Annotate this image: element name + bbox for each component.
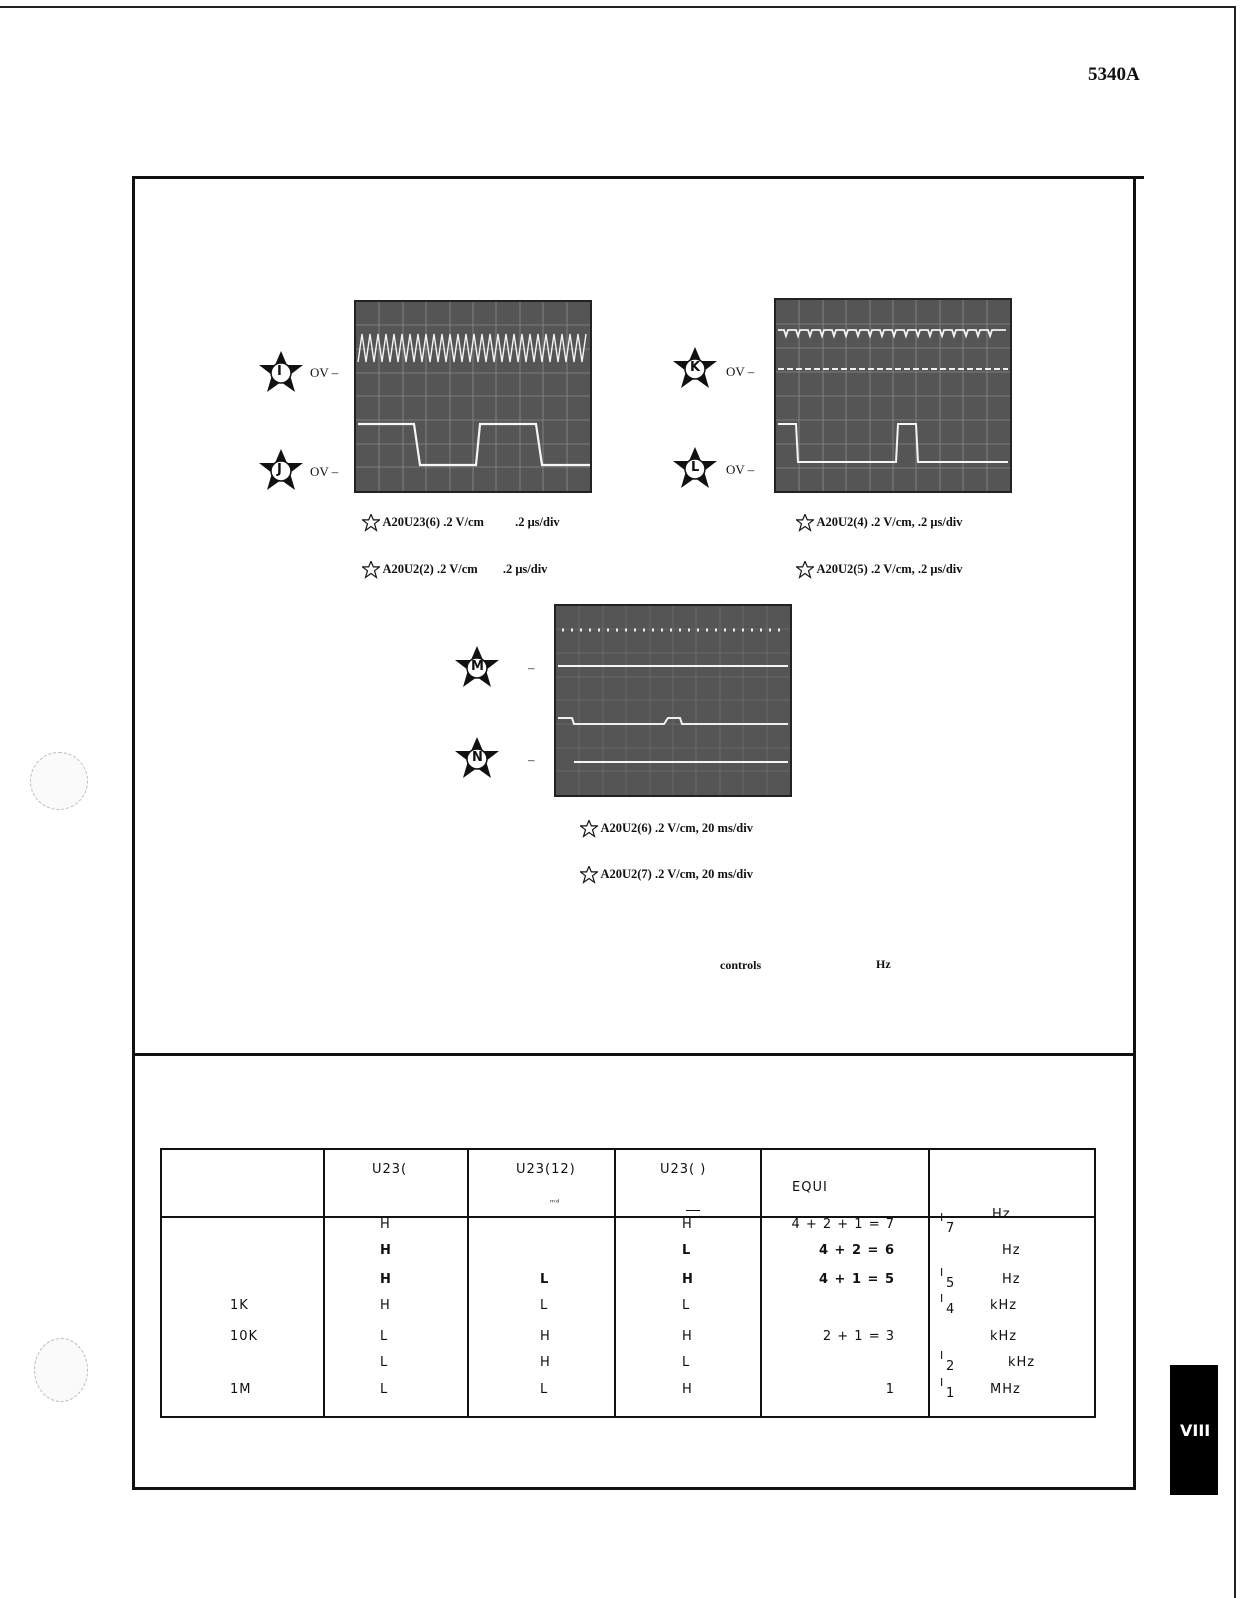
caption-j [362,561,547,579]
table-cell: 1M [230,1382,252,1397]
caption-m [580,820,753,838]
table-cell-unit: kHz [990,1298,1018,1313]
test-point-l-icon [672,446,718,496]
test-point-i-icon [258,350,304,400]
table-cell: 2 + 1 = 3 [822,1329,895,1344]
frequency-decode-table [160,1148,1096,1418]
test-point-n-icon [454,736,500,786]
table-cell: H [380,1217,391,1232]
caption-i-star-icon [362,514,380,532]
caption-i [362,514,560,532]
test-point-l-letter: L [691,460,700,475]
test-point-k-icon [672,346,718,396]
mn-lower-level: – [528,752,535,767]
caption-l [796,561,963,579]
table-cell-unit: Hz [992,1207,1011,1222]
table-cell-symbol: I [940,1211,945,1224]
table-cell: L [540,1382,549,1397]
table-col-divider [760,1150,762,1416]
table-header-tick [686,1210,700,1211]
table-col-divider [614,1150,616,1416]
caption-m-star-icon [580,820,598,838]
binder-hole-lower [34,1338,88,1402]
page-right-rule [1234,6,1236,1598]
table-cell: 1 [885,1382,895,1397]
mn-upper-level: – [528,660,535,675]
table-header-equi: EQUI [792,1180,828,1195]
caption-l-star-icon [796,561,814,579]
caption-k [796,514,963,532]
table-cell: L [682,1355,691,1370]
scope-grid-ij [356,302,590,491]
ij-lower-level: OV – [310,464,339,479]
panel-corner-tick [1100,176,1144,179]
table-cell-unit: MHz [990,1382,1021,1397]
table-cell: L [682,1298,691,1313]
section-tab-label: VIII [1180,1421,1211,1440]
table-cell-unit: Hz [1002,1243,1021,1258]
kl-lower-level: OV – [726,462,755,477]
table-col-divider [467,1150,469,1416]
oscilloscope-trace-ij [354,300,592,493]
caption-k-star-icon [796,514,814,532]
table-cell: H [540,1355,551,1370]
caption-l-text: A20U2(5) .2 V/cm, .2 μs/div [816,561,963,576]
oscilloscope-trace-mn [554,604,792,797]
caption-j-star-icon [362,561,380,579]
binder-hole-upper [30,752,88,810]
table-cell: L [380,1355,389,1370]
caption-n [580,866,753,884]
panel-divider [132,1053,1136,1056]
table-cell-subscript: 7 [946,1221,956,1236]
table-cell-symbol: I [940,1266,945,1279]
table-header-rule [162,1216,1094,1218]
caption-n-text: A20U2(7) .2 V/cm, 20 ms/div [600,866,753,881]
table-cell-subscript: 2 [946,1359,956,1374]
table-header-mark: ᵐᵈ [550,1198,561,1207]
table-cell-unit: Hz [1002,1272,1021,1287]
table-cell: L [380,1329,389,1344]
ij-upper-level: OV – [310,365,339,380]
table-header-u23-b: U23( ) [660,1162,707,1177]
table-cell: H [682,1382,693,1397]
caption-i-timebase: .2 μs/div [515,514,560,529]
caption-j-text: A20U2(2) .2 V/cm [382,561,478,576]
caption-n-star-icon [580,866,598,884]
kl-upper-level: OV – [726,364,755,379]
caption-i-text: A20U23(6) .2 V/cm [382,514,484,529]
caption-k-text: A20U2(4) .2 V/cm, .2 μs/div [816,514,963,529]
table-col-divider [928,1150,930,1416]
table-cell: L [540,1298,549,1313]
table-col-divider [323,1150,325,1416]
test-point-j-letter: J [277,462,282,477]
table-cell: H [682,1272,694,1287]
table-cell-unit: kHz [990,1329,1018,1344]
table-cell: 4 + 2 = 6 [818,1243,895,1258]
table-header-u23-a: U23( [372,1162,408,1177]
table-cell: H [380,1243,392,1258]
table-cell: 1K [230,1298,249,1313]
table-cell-symbol: I [940,1376,945,1389]
caption-j-timebase: .2 μs/div [502,561,548,576]
scope-grid-mn [556,606,790,795]
table-cell: H [540,1329,551,1344]
table-cell: H [380,1298,391,1313]
test-point-i-letter: I [277,364,282,379]
table-cell-subscript: 4 [946,1302,956,1317]
table-cell: L [380,1382,389,1397]
table-cell: H [682,1217,693,1232]
table-cell: H [380,1272,392,1287]
test-point-m-icon [454,645,500,695]
test-point-j-icon [258,448,304,498]
test-point-m-letter: M [471,659,484,674]
table-cell-subscript: 5 [946,1276,956,1291]
table-cell: L [682,1243,692,1258]
table-cell: 4 + 1 = 5 [818,1272,895,1287]
table-cell: 4 + 2 + 1 = 7 [791,1217,895,1232]
table-cell-symbol: I [940,1349,945,1362]
table-header-u23-12: U23(12) [516,1162,576,1177]
table-cell: H [682,1329,693,1344]
scope-grid-kl [776,300,1010,491]
test-point-n-letter: N [472,750,483,765]
fragment-hz: Hz [876,957,891,971]
fragment-controls: controls [720,958,762,972]
table-cell-symbol: I [940,1292,945,1305]
table-cell-unit: kHz [1008,1355,1036,1370]
manual-id: 5340A [1088,64,1140,85]
page-top-rule [0,6,1236,8]
test-point-k-letter: K [690,360,701,375]
table-cell-subscript: 1 [946,1386,956,1401]
section-tab [1170,1365,1218,1495]
table-cell: 10K [230,1329,259,1344]
caption-m-text: A20U2(6) .2 V/cm, 20 ms/div [600,820,753,835]
table-cell: L [540,1272,550,1287]
oscilloscope-trace-kl [774,298,1012,493]
